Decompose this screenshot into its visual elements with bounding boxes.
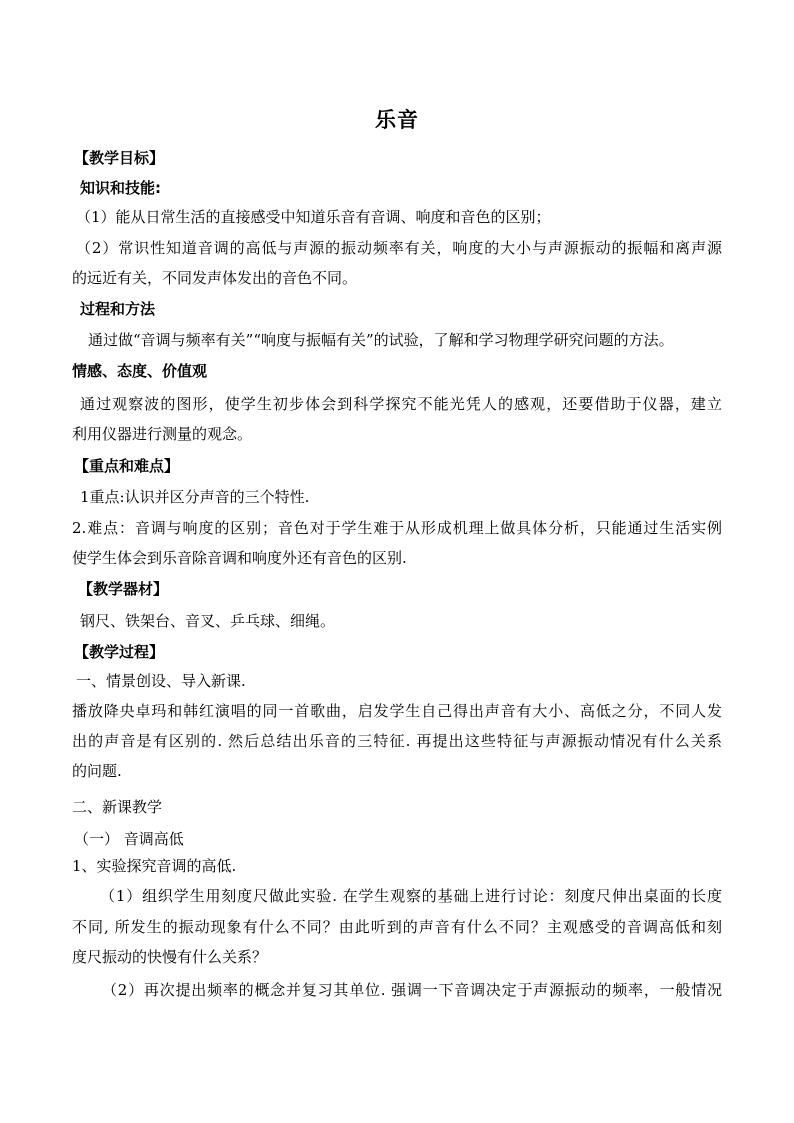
knowledge-item-1: （1）能从日常生活的直接感受中知道乐音有音调、响度和音色的区别； [76, 208, 551, 226]
experiment-1-paragraph-2-line-1: （2）再次提出频率的概念并复习其单位. 强调一下音调决定于声源振动的频率，一般情况 [102, 981, 722, 999]
step-1-text-line-3: 的问题. [72, 762, 122, 780]
knowledge-item-2-line-2: 的远近有关，不同发声体发出的音色不同。 [72, 269, 358, 287]
process-method-text: 通过做“音调与频率有关”“响度与振幅有关”的试验，了解和学习物理学研究问题的方法。 [88, 331, 674, 349]
experiment-1-paragraph-1-line-2: 不同, 所发生的振动现象有什么不同？由此听到的声音有什么不同？主观感受的音调高低和刻 [72, 918, 722, 936]
keypoint-1: 1重点:认识并区分声音的三个特性. [80, 488, 310, 506]
keypoint-2-line-1: 2.难点：音调与响度的区别；音色对于学生难于从形成机理上做具体分析，只能通过生活实例 [72, 519, 722, 537]
step-1-text-line-2: 出的声音是有区别的. 然后总结出乐音的三特征. 再提出这些特征与声源振动情况有什么关系 [72, 732, 722, 750]
subsection-1-title: （一） 音调高低 [74, 830, 184, 848]
step-1-text-line-1: 播放降央卓玛和韩红演唱的同一首歌曲，启发学生自己得出声音有大小、高低之分，不同人发 [72, 702, 722, 720]
equipment-header: 【教学器材】 [78, 580, 169, 598]
emotion-text-line-1: 通过观察波的图形，使学生初步体会到科学探究不能光凭人的感观，还要借助于仪器，建立 [80, 395, 722, 413]
keypoint-2-line-2: 使学生体会到乐音除音调和响度外还有音色的区别. [72, 549, 407, 567]
experiment-1-paragraph-1-line-3: 度尺振动的快慢有什么关系？ [72, 948, 268, 966]
experiment-1-paragraph-1-line-1: （1）组织学生用刻度尺做此实验. 在学生观察的基础上进行讨论：刻度尺伸出桌面的长度 [100, 887, 722, 905]
emotion-text-line-2: 利用仪器进行测量的观念。 [72, 425, 253, 443]
emotion-header: 情感、态度、价值观 [72, 362, 208, 380]
experiment-1-title: 1、实验探究音调的高低. [72, 857, 237, 875]
keypoints-header: 【重点和难点】 [74, 457, 180, 475]
knowledge-item-2-line-1: （2）常识性知道音调的高低与声源的振动频率有关，响度的大小与声源振动的振幅和离声源 [76, 239, 722, 257]
process-method-header: 过程和方法 [80, 300, 156, 318]
teaching-process-header: 【教学过程】 [74, 643, 165, 661]
knowledge-header: 知识和技能: [80, 179, 161, 197]
step-1-title: 一、情景创设、导入新课. [76, 672, 246, 690]
equipment-text: 钢尺、铁架台、音叉、乒乓球、细绳。 [80, 612, 336, 630]
step-2-title: 二、新课教学 [72, 798, 163, 816]
page-title: 乐音 [375, 108, 419, 132]
objectives-header: 【教学目标】 [74, 149, 165, 167]
